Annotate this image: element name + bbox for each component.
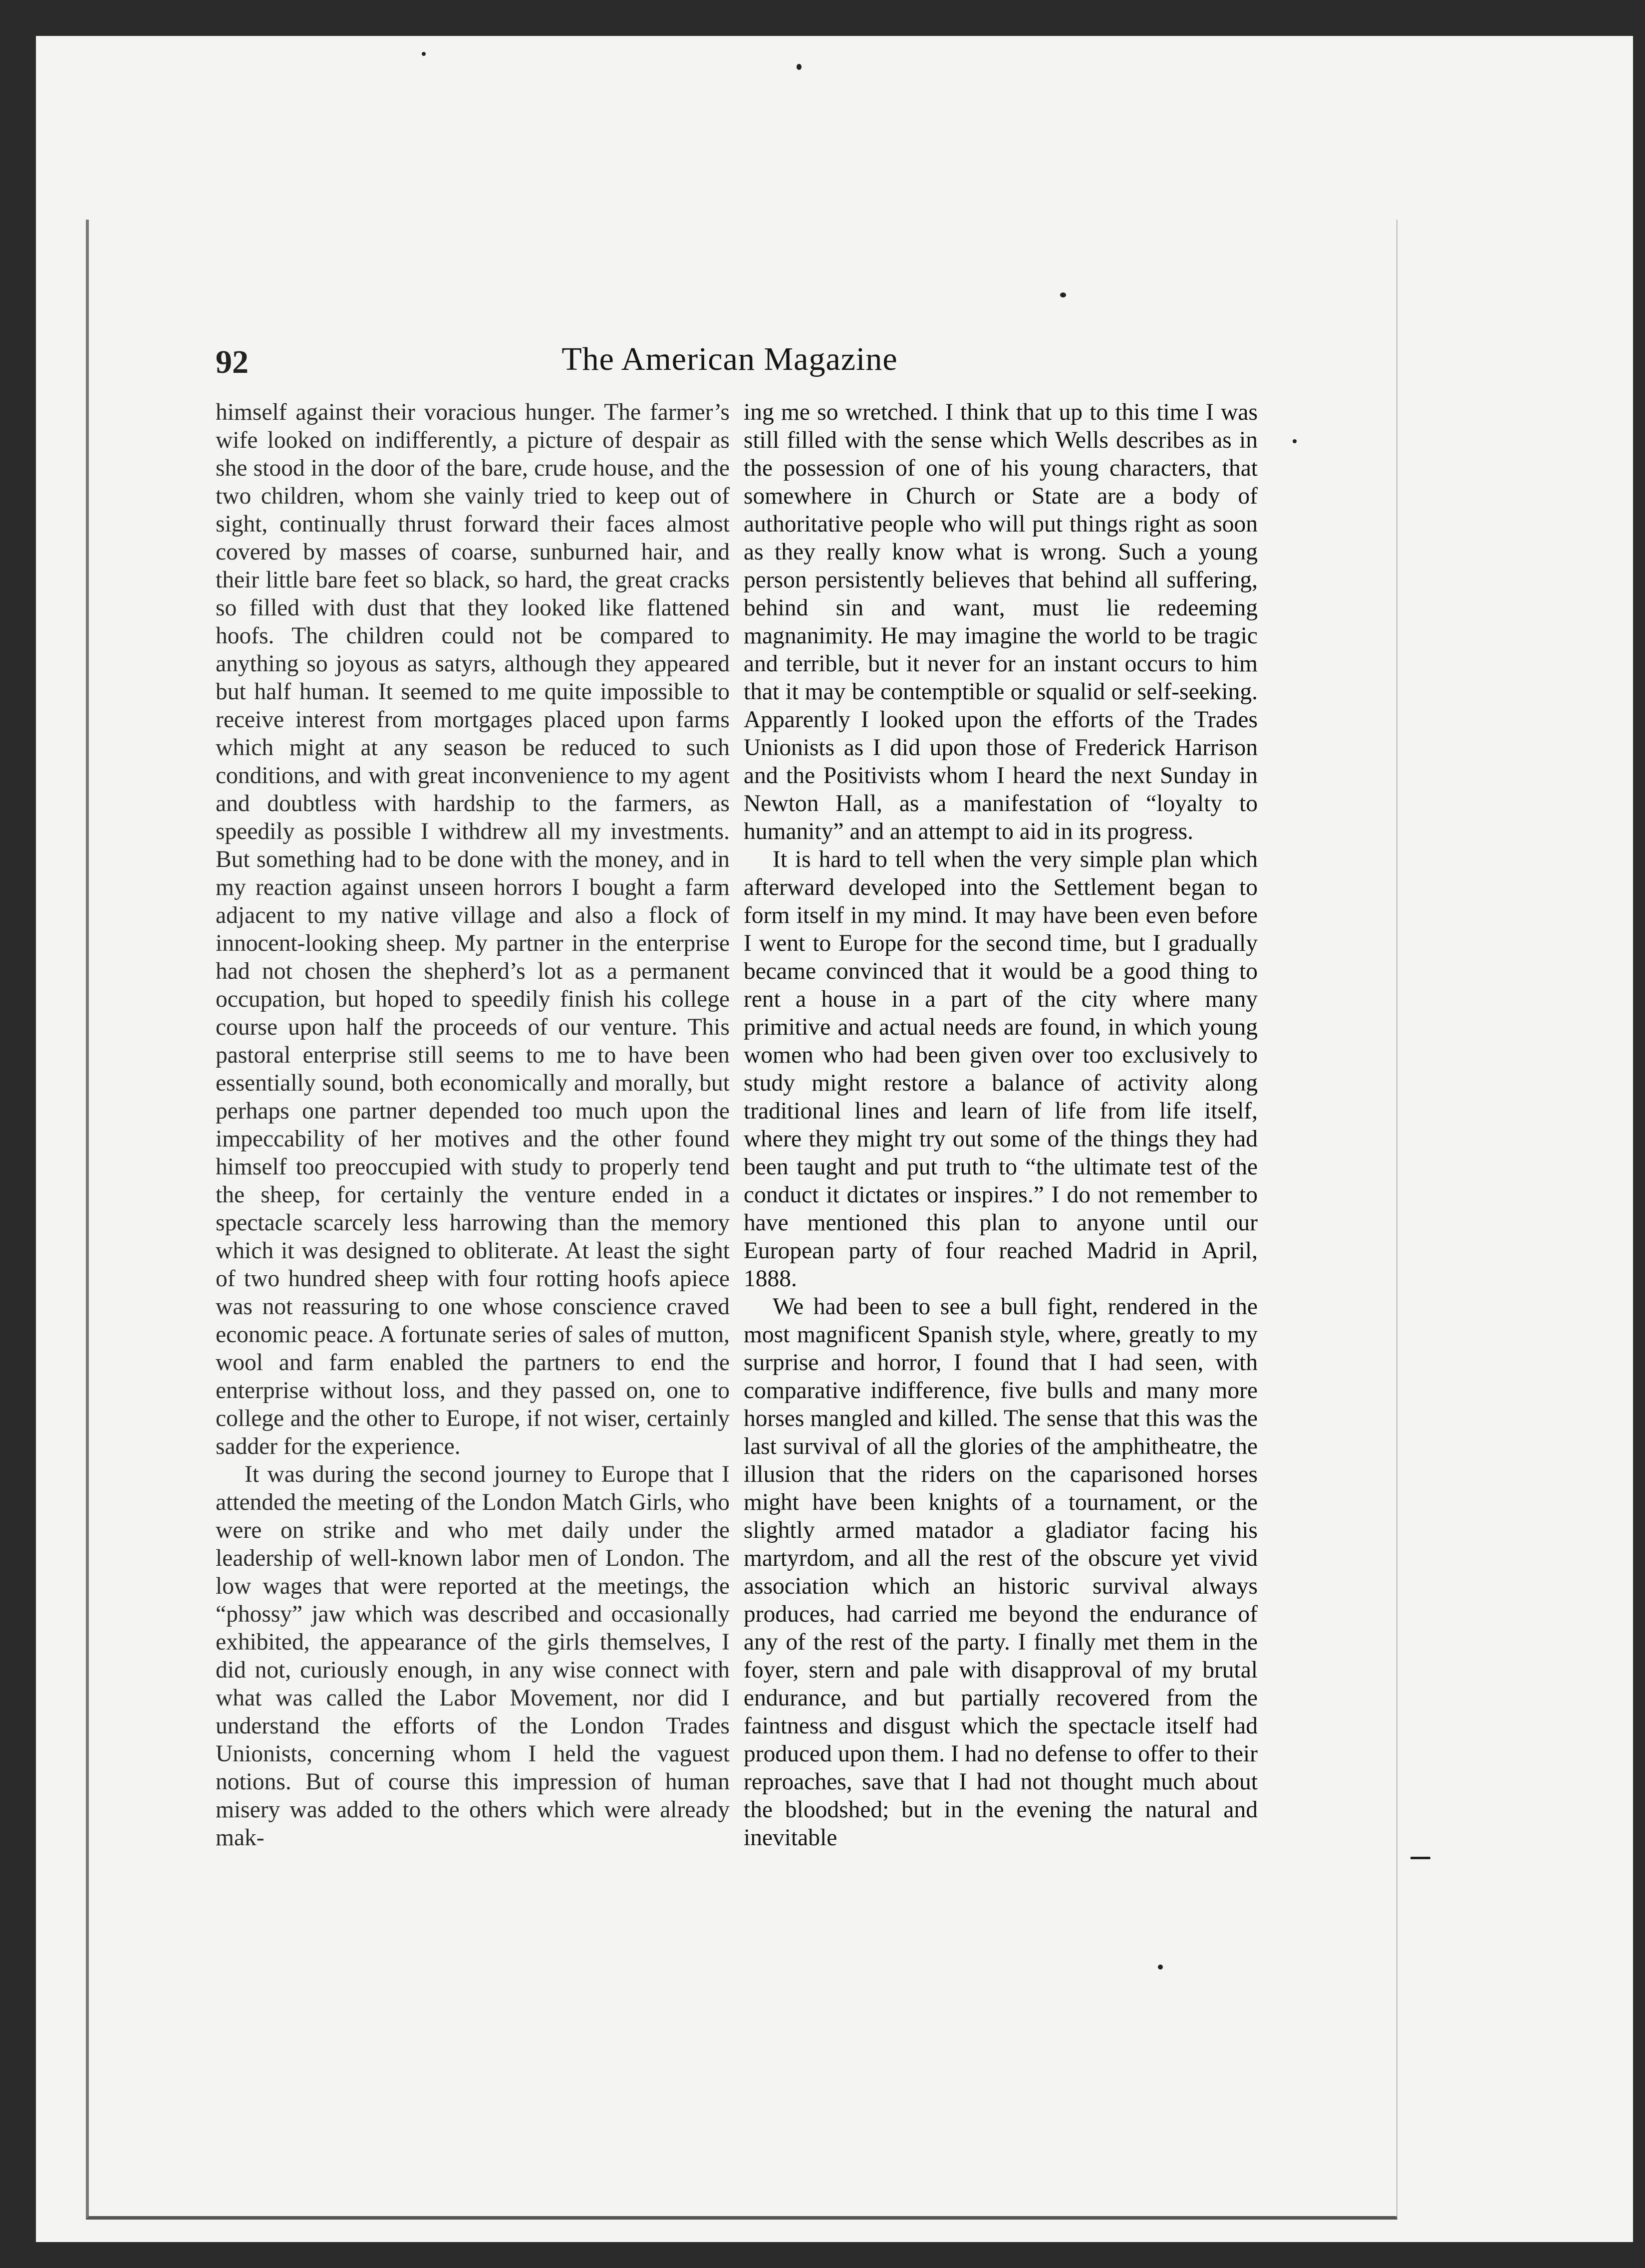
page-number: 92 [216, 344, 249, 380]
magazine-title: The American Magazine [561, 341, 898, 377]
page-header [216, 340, 1244, 385]
paragraph: It was during the second journey to Europe that I attended the meeting of the London Match Girls, who were on strike and who met daily under the leadership of well-known labor men of London. The low wages that were reported at the meetings, the “phossy” jaw which was described and occasionally exhibited, the appearance of the girls themselves, I did not, curiously enough, in any wise connect with what was called the Labor Movement, nor did I understand the efforts of the London Trades Unionists, concerning whom I held the vaguest notions. But of course this impression of human misery was added to the others which were already mak- [216, 1461, 730, 1851]
paragraph: It is hard to tell when the very simple plan which afterward developed into the Settlement began to form itself in my mind. It may have been even before I went to Europe for the second time, but I gradually became convinced that it would be a good thing to rent a house in a part of the city where many primitive and actual needs are found, in which young women who had been given over too exclusively to study might restore a balance of activity along traditional lines and learn of life from life itself, where they might try out some of the things they had been taught and put truth to “the ultimate test of the conduct it dictates or inspires.” I do not remember to have mentioned this plan to anyone until our European party of four reached Madrid in April, 1888. [744, 847, 1258, 1292]
scan-speck [797, 64, 802, 70]
scan-speck [1410, 1857, 1430, 1859]
scan-speck [1158, 1965, 1163, 1970]
scan-speck [1060, 292, 1066, 297]
scan-speck [1293, 439, 1297, 443]
paragraph: ing me so wretched. I think that up to this time I was still filled with the sense which Wells describes as in the possession of one of his young characters, that somewhere in Church or State are a body of authoritative people who will put things right as soon as they really know what is wrong. Such a young person persistently believes that behind all suffering, behind sin and want, must lie redeeming magnanimity. He may imagine the world to be tragic and terrible, but it never for an instant occurs to him that it may be contemptible or squalid or self-seeking. Apparently I looked upon the efforts of the Trades Unionists as I did upon those of Frederick Harrison and the Positivists whom I heard the next Sunday in Newton Hall, as a manifestation of “loyalty to humanity” and an attempt to aid in its progress. [744, 399, 1258, 845]
right-column [744, 398, 1258, 1852]
paragraph: himself against their voracious hunger. The farmer’s wife looked on indifferently, a picture of despair as she stood in the door of the bare, crude house, and the two children, whom she vainly tried to keep out of sight, continually thrust forward their faces almost covered by masses of coarse, sunburned hair, and their little bare feet so black, so hard, the great cracks so filled with dust that they looked like flattened hoofs. The children could not be compared to anything so joyous as satyrs, although they appeared but half human. It seemed to me quite impossible to receive interest from mortgages placed upon farms which might at any season be reduced to such conditions, and with great inconvenience to my agent and doubtless with hardship to the farmers, as speedily as possible I withdrew all my investments. But something had to be done with the money, and in my reaction against unseen horrors I bought a farm adjacent to my native village and also a flock of innocent-looking sheep. My partner in the enterprise had not chosen the shepherd’s lot as a permanent occupation, but hoped to speedily finish his college course upon half the proceeds of our venture. This pastoral enterprise still seems to me to have been essentially sound, both economically and morally, but perhaps one partner depended too much upon the impeccability of her motives and the other found himself too preoccupied with study to properly tend the sheep, for certainly the venture ended in a spectacle scarcely less harrowing than the memory which it was designed to obliterate. At least the sight of two hundred sheep with four rotting hoofs apiece was not reassuring to one whose conscience craved economic peace. A fortunate series of sales of mutton, wool and farm enabled the partners to end the enterprise without loss, and they passed on, one to college and the other to Europe, if not wiser, certainly sadder for the experience. [216, 399, 730, 1459]
left-column [216, 398, 730, 1852]
scan-speck [422, 52, 426, 56]
paragraph: We had been to see a bull fight, rendered in the most magnificent Spanish style, where, greatly to my surprise and horror, I found that I had seen, with comparative indifference, five bulls and many more horses mangled and killed. The sense that this was the last survival of all the glories of the amphitheatre, the illusion that the riders on the caparisoned horses might have been knights of a tournament, or the slightly armed matador a gladiator facing his martyrdom, and all the rest of the obscure yet vivid association which an historic survival always produces, had carried me beyond the endurance of any of the rest of the party. I finally met them in the foyer, stern and pale with disapproval of my brutal endurance, and but partially recovered from the faintness and disgust which the spectacle itself had produced upon them. I had no defense to offer to their reproaches, save that I had not thought much about the bloodshed; but in the evening the natural and inevitable [744, 1294, 1258, 1851]
